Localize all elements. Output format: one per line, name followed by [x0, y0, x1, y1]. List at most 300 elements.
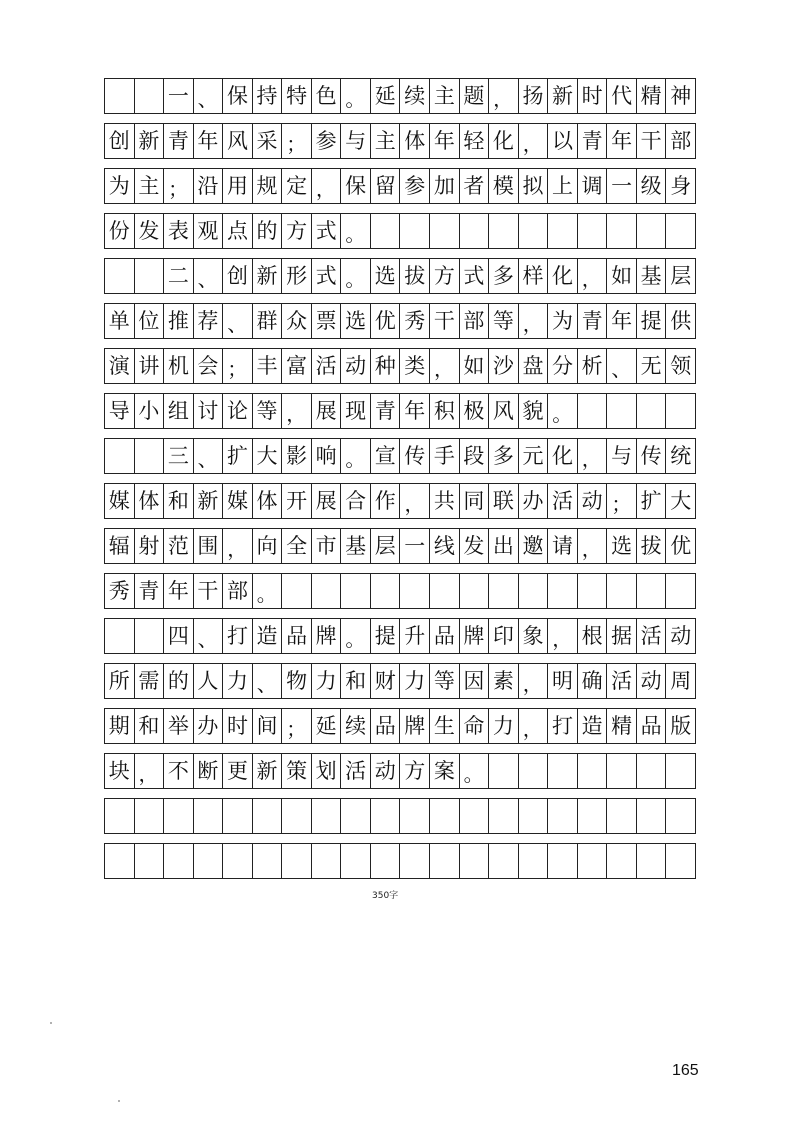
grid-cell: 和 [341, 664, 371, 698]
grid-cell: 市 [312, 529, 342, 563]
grid-cell: 精 [637, 79, 667, 113]
grid-cell [666, 574, 696, 608]
grid-cell [637, 799, 667, 833]
grid-cell [666, 754, 696, 788]
grid-cell [666, 799, 696, 833]
grid-cell [164, 799, 194, 833]
grid-cell: 种 [371, 349, 401, 383]
grid-cell: 体 [135, 484, 165, 518]
grid-cell: 力 [312, 664, 342, 698]
grid-row [104, 663, 696, 699]
grid-cell: 定 [282, 169, 312, 203]
grid-cell: 二 [164, 259, 194, 293]
grid-cell: 沿 [194, 169, 224, 203]
grid-cell: 年 [400, 394, 430, 428]
grid-row [104, 753, 696, 789]
grid-cell: 围 [194, 529, 224, 563]
grid-cell [371, 574, 401, 608]
grid-cell [519, 754, 549, 788]
grid-cell [253, 799, 283, 833]
grid-cell: 沙 [489, 349, 519, 383]
grid-cell: 动 [341, 349, 371, 383]
grid-cell: 以 [548, 124, 578, 158]
grid-cell: 牌 [400, 709, 430, 743]
grid-cell [105, 259, 135, 293]
grid-cell: 特 [282, 79, 312, 113]
grid-cell [312, 574, 342, 608]
grid-cell: ， [400, 484, 430, 518]
grid-cell: 活 [548, 484, 578, 518]
grid-cell: 极 [460, 394, 490, 428]
grid-cell: 所 [105, 664, 135, 698]
grid-cell: 案 [430, 754, 460, 788]
grid-cell: 创 [105, 124, 135, 158]
grid-cell: 份 [105, 214, 135, 248]
grid-cell: 、 [194, 259, 224, 293]
grid-cell: 机 [164, 349, 194, 383]
grid-cell [637, 214, 667, 248]
grid-cell: 论 [223, 394, 253, 428]
grid-cell: 保 [223, 79, 253, 113]
grid-cell: 与 [341, 124, 371, 158]
grid-cell: 留 [371, 169, 401, 203]
grid-cell: 范 [164, 529, 194, 563]
grid-cell: 一 [607, 169, 637, 203]
grid-cell: 色 [312, 79, 342, 113]
grid-cell: 扩 [637, 484, 667, 518]
grid-row [104, 798, 696, 834]
grid-cell: 基 [341, 529, 371, 563]
grid-cell [489, 574, 519, 608]
grid-cell: 品 [371, 709, 401, 743]
grid-cell: 讲 [135, 349, 165, 383]
grid-cell [371, 214, 401, 248]
grid-cell: 会 [194, 349, 224, 383]
grid-cell [223, 799, 253, 833]
grid-cell [460, 844, 490, 878]
grid-cell: ， [135, 754, 165, 788]
grid-cell: 打 [223, 619, 253, 653]
grid-cell: 题 [460, 79, 490, 113]
grid-cell: ， [519, 709, 549, 743]
grid-cell: 式 [460, 259, 490, 293]
grid-cell: 风 [489, 394, 519, 428]
grid-cell: 拔 [637, 529, 667, 563]
grid-cell: 等 [253, 394, 283, 428]
grid-cell: 青 [578, 304, 608, 338]
grid-cell: 根 [578, 619, 608, 653]
grid-cell: 办 [194, 709, 224, 743]
grid-cell: 方 [430, 259, 460, 293]
grid-cell [607, 574, 637, 608]
grid-cell [430, 214, 460, 248]
grid-row [104, 438, 696, 474]
grid-cell: ， [282, 394, 312, 428]
grid-cell [548, 844, 578, 878]
grid-cell: 版 [666, 709, 696, 743]
grid-cell: 与 [607, 439, 637, 473]
grid-cell [637, 844, 667, 878]
grid-cell: 秀 [400, 304, 430, 338]
grid-cell: 领 [666, 349, 696, 383]
grid-cell: 者 [460, 169, 490, 203]
grid-cell [519, 574, 549, 608]
grid-cell [105, 439, 135, 473]
grid-cell [637, 394, 667, 428]
grid-cell [607, 799, 637, 833]
grid-cell: 同 [460, 484, 490, 518]
grid-cell: 划 [312, 754, 342, 788]
grid-cell: 品 [282, 619, 312, 653]
grid-cell: 群 [253, 304, 283, 338]
grid-cell: 三 [164, 439, 194, 473]
grid-cell: 荐 [194, 304, 224, 338]
grid-cell [135, 259, 165, 293]
grid-row [104, 618, 696, 654]
grid-cell: 。 [341, 619, 371, 653]
grid-cell [400, 214, 430, 248]
grid-cell: 线 [430, 529, 460, 563]
grid-cell: 讨 [194, 394, 224, 428]
grid-cell: ， [519, 124, 549, 158]
grid-cell [578, 394, 608, 428]
grid-cell: 部 [223, 574, 253, 608]
grid-cell: 推 [164, 304, 194, 338]
grid-cell [135, 619, 165, 653]
grid-cell: 年 [194, 124, 224, 158]
grid-cell [666, 214, 696, 248]
grid-cell: 确 [578, 664, 608, 698]
grid-cell: 青 [164, 124, 194, 158]
grid-cell: 位 [135, 304, 165, 338]
grid-cell [371, 799, 401, 833]
grid-cell: 大 [253, 439, 283, 473]
grid-cell: 的 [253, 214, 283, 248]
grid-cell [519, 214, 549, 248]
grid-cell: 向 [253, 529, 283, 563]
grid-cell [223, 844, 253, 878]
grid-cell: 新 [253, 754, 283, 788]
grid-cell [194, 844, 224, 878]
grid-cell [164, 844, 194, 878]
grid-cell: 作 [371, 484, 401, 518]
grid-cell: 青 [135, 574, 165, 608]
grid-cell [282, 844, 312, 878]
grid-cell: 层 [371, 529, 401, 563]
grid-cell: 手 [430, 439, 460, 473]
grid-cell: 。 [341, 259, 371, 293]
grid-cell: 采 [253, 124, 283, 158]
scan-speck [118, 1100, 120, 1102]
grid-cell [666, 394, 696, 428]
grid-cell: ； [164, 169, 194, 203]
grid-cell: 据 [607, 619, 637, 653]
grid-cell: 动 [371, 754, 401, 788]
grid-cell [135, 844, 165, 878]
grid-cell: 层 [666, 259, 696, 293]
grid-cell: 轻 [460, 124, 490, 158]
grid-cell [489, 754, 519, 788]
grid-cell: 出 [489, 529, 519, 563]
grid-cell: 影 [282, 439, 312, 473]
grid-cell: 上 [548, 169, 578, 203]
grid-cell: 多 [489, 259, 519, 293]
grid-cell: 。 [341, 214, 371, 248]
grid-cell: 需 [135, 664, 165, 698]
grid-cell: 丰 [253, 349, 283, 383]
grid-cell: 合 [341, 484, 371, 518]
grid-row [104, 258, 696, 294]
grid-cell: 、 [223, 304, 253, 338]
grid-cell: 小 [135, 394, 165, 428]
grid-cell: 开 [282, 484, 312, 518]
grid-cell: 精 [607, 709, 637, 743]
grid-cell [548, 799, 578, 833]
grid-cell: 素 [489, 664, 519, 698]
grid-cell: 导 [105, 394, 135, 428]
grid-cell [460, 214, 490, 248]
grid-cell: 时 [223, 709, 253, 743]
grid-cell: 析 [578, 349, 608, 383]
grid-cell: 续 [341, 709, 371, 743]
grid-cell: 选 [371, 259, 401, 293]
grid-cell: 动 [637, 664, 667, 698]
grid-cell: 新 [194, 484, 224, 518]
grid-cell: 规 [253, 169, 283, 203]
grid-cell: 。 [341, 79, 371, 113]
grid-cell [607, 394, 637, 428]
grid-cell: ； [223, 349, 253, 383]
grid-cell: 活 [607, 664, 637, 698]
grid-cell: 活 [637, 619, 667, 653]
grid-cell: 富 [282, 349, 312, 383]
grid-cell: 的 [164, 664, 194, 698]
grid-cell: 式 [312, 214, 342, 248]
grid-cell: 参 [312, 124, 342, 158]
grid-cell: 现 [341, 394, 371, 428]
grid-cell: 升 [400, 619, 430, 653]
grid-cell [578, 754, 608, 788]
grid-cell [105, 79, 135, 113]
grid-cell: 形 [282, 259, 312, 293]
grid-cell [135, 439, 165, 473]
grid-cell: 干 [430, 304, 460, 338]
grid-cell: 众 [282, 304, 312, 338]
grid-cell: 加 [430, 169, 460, 203]
grid-row [104, 528, 696, 564]
grid-cell: 如 [607, 259, 637, 293]
grid-cell: 方 [400, 754, 430, 788]
grid-cell: 四 [164, 619, 194, 653]
grid-cell [194, 799, 224, 833]
grid-cell: 模 [489, 169, 519, 203]
grid-cell: 。 [253, 574, 283, 608]
grid-cell: 为 [548, 304, 578, 338]
grid-cell: 类 [400, 349, 430, 383]
grid-cell: 请 [548, 529, 578, 563]
grid-cell: 干 [637, 124, 667, 158]
grid-cell: 貌 [519, 394, 549, 428]
grid-cell: 等 [489, 304, 519, 338]
grid-cell: 印 [489, 619, 519, 653]
grid-cell [607, 754, 637, 788]
grid-cell: 主 [135, 169, 165, 203]
grid-cell [400, 844, 430, 878]
grid-row [104, 213, 696, 249]
grid-cell: 不 [164, 754, 194, 788]
grid-cell: 和 [164, 484, 194, 518]
grid-cell: 牌 [312, 619, 342, 653]
grid-cell: ， [519, 664, 549, 698]
grid-cell: 、 [194, 619, 224, 653]
grid-cell [548, 754, 578, 788]
grid-cell [548, 574, 578, 608]
grid-cell: 方 [282, 214, 312, 248]
grid-cell: ； [282, 124, 312, 158]
grid-cell: 用 [223, 169, 253, 203]
grid-cell: 选 [341, 304, 371, 338]
grid-cell [341, 574, 371, 608]
grid-cell [607, 214, 637, 248]
grid-cell: 积 [430, 394, 460, 428]
grid-cell: 力 [400, 664, 430, 698]
grid-cell: 造 [578, 709, 608, 743]
grid-cell: 牌 [460, 619, 490, 653]
grid-cell [548, 214, 578, 248]
grid-cell: 期 [105, 709, 135, 743]
grid-cell: 辐 [105, 529, 135, 563]
grid-cell [489, 844, 519, 878]
grid-cell: 选 [607, 529, 637, 563]
grid-cell [430, 799, 460, 833]
grid-cell [312, 799, 342, 833]
grid-cell: 主 [371, 124, 401, 158]
grid-cell: 年 [430, 124, 460, 158]
grid-cell [135, 79, 165, 113]
grid-cell: 和 [135, 709, 165, 743]
grid-cell: 活 [341, 754, 371, 788]
grid-cell [489, 799, 519, 833]
grid-cell: ， [489, 79, 519, 113]
grid-cell [460, 574, 490, 608]
grid-cell [400, 799, 430, 833]
grid-cell: 媒 [223, 484, 253, 518]
grid-cell: 拟 [519, 169, 549, 203]
grid-cell [637, 574, 667, 608]
grid-row [104, 843, 696, 879]
grid-cell: 体 [253, 484, 283, 518]
grid-cell: 部 [666, 124, 696, 158]
grid-cell: 人 [194, 664, 224, 698]
grid-row [104, 348, 696, 384]
grid-cell: 象 [519, 619, 549, 653]
grid-cell: 供 [666, 304, 696, 338]
grid-cell: 一 [400, 529, 430, 563]
grid-cell: 射 [135, 529, 165, 563]
grid-cell [400, 574, 430, 608]
grid-cell: 青 [371, 394, 401, 428]
grid-cell: 拔 [400, 259, 430, 293]
grid-cell: 财 [371, 664, 401, 698]
grid-cell: 优 [371, 304, 401, 338]
grid-cell [519, 799, 549, 833]
grid-cell: 命 [460, 709, 490, 743]
grid-cell: 优 [666, 529, 696, 563]
grid-cell: 单 [105, 304, 135, 338]
grid-cell: 调 [578, 169, 608, 203]
grid-row [104, 168, 696, 204]
grid-cell: ， [578, 259, 608, 293]
grid-cell [637, 754, 667, 788]
grid-cell: 展 [312, 394, 342, 428]
grid-cell: 更 [223, 754, 253, 788]
grid-cell: 参 [400, 169, 430, 203]
grid-cell: 办 [519, 484, 549, 518]
grid-cell [460, 799, 490, 833]
grid-cell: 年 [607, 124, 637, 158]
grid-cell: ， [578, 529, 608, 563]
grid-cell: 扬 [519, 79, 549, 113]
grid-cell [105, 844, 135, 878]
grid-cell: 明 [548, 664, 578, 698]
grid-cell: 宣 [371, 439, 401, 473]
grid-cell [135, 799, 165, 833]
grid-cell: 提 [371, 619, 401, 653]
grid-cell: 力 [223, 664, 253, 698]
grid-cell: 策 [282, 754, 312, 788]
grid-cell: ， [223, 529, 253, 563]
grid-cell: 年 [164, 574, 194, 608]
grid-cell: 发 [135, 214, 165, 248]
grid-cell [430, 574, 460, 608]
grid-cell: 样 [519, 259, 549, 293]
grid-cell: ， [578, 439, 608, 473]
grid-cell: 新 [135, 124, 165, 158]
grid-cell: 点 [223, 214, 253, 248]
grid-row [104, 78, 696, 114]
grid-cell: ； [282, 709, 312, 743]
grid-cell: 观 [194, 214, 224, 248]
grid-cell [282, 799, 312, 833]
grid-cell: 段 [460, 439, 490, 473]
grid-cell: 化 [548, 439, 578, 473]
grid-cell: 分 [548, 349, 578, 383]
grid-cell: 传 [637, 439, 667, 473]
grid-cell: 活 [312, 349, 342, 383]
grid-cell: 打 [548, 709, 578, 743]
grid-row [104, 393, 696, 429]
grid-cell: 造 [253, 619, 283, 653]
grid-cell [578, 844, 608, 878]
grid-cell: 块 [105, 754, 135, 788]
grid-cell: 为 [105, 169, 135, 203]
grid-cell: 多 [489, 439, 519, 473]
grid-cell: 统 [666, 439, 696, 473]
grid-cell: 品 [430, 619, 460, 653]
grid-cell: 周 [666, 664, 696, 698]
grid-cell: 保 [341, 169, 371, 203]
grid-cell: 、 [194, 79, 224, 113]
grid-cell: 邀 [519, 529, 549, 563]
grid-cell [578, 799, 608, 833]
grid-cell: 基 [637, 259, 667, 293]
grid-cell: 身 [666, 169, 696, 203]
grid-cell: 全 [282, 529, 312, 563]
grid-row [104, 483, 696, 519]
scan-speck [50, 1022, 52, 1024]
grid-cell: 等 [430, 664, 460, 698]
grid-cell: 共 [430, 484, 460, 518]
